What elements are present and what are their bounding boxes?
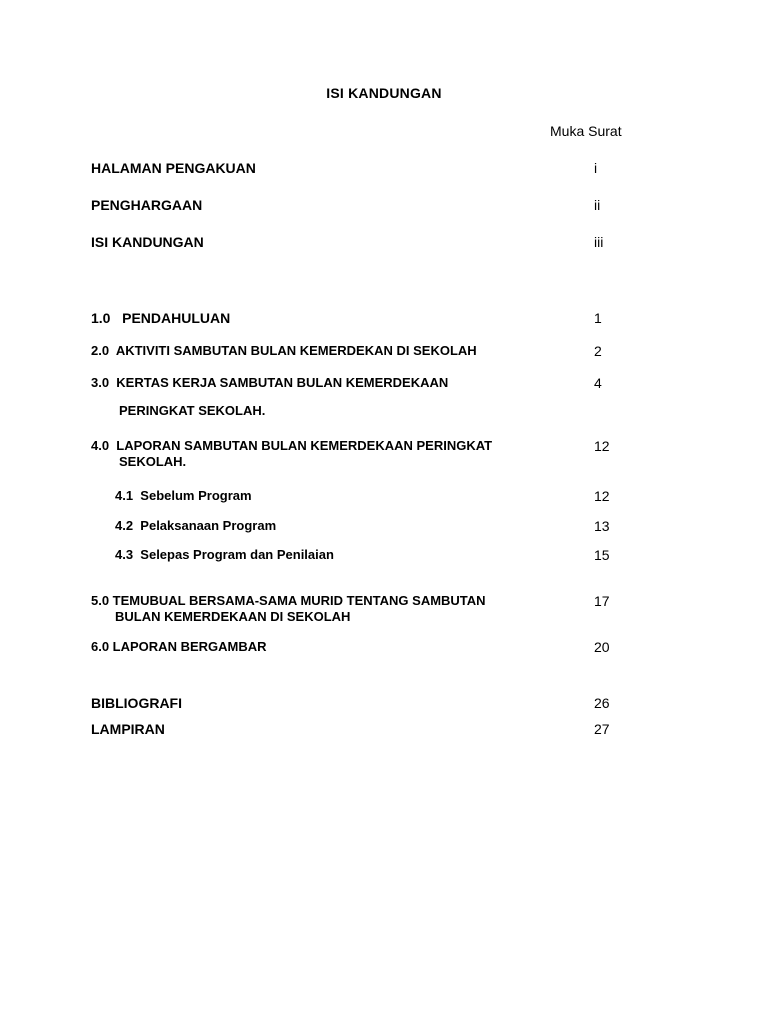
toc-entry-page: i — [594, 160, 598, 176]
toc-entry-label: 4.2 Pelaksanaan Program — [115, 518, 277, 533]
toc-entry-label: 3.0 KERTAS KERJA SAMBUTAN BULAN KEMERDEKAAN — [91, 375, 449, 390]
toc-entry-page: 20 — [594, 639, 610, 655]
toc-entry-page: 12 — [594, 438, 610, 454]
toc-entry-label: PENGHARGAAN — [91, 197, 203, 213]
toc-entry-page: 1 — [594, 310, 602, 326]
toc-entry-label: 5.0 TEMUBUAL BERSAMA-SAMA MURID TENTANG SAMBUTAN — [91, 593, 486, 608]
toc-entry-label: 2.0 AKTIVITI SAMBUTAN BULAN KEMERDEKAN DI SEKOLAH — [91, 343, 477, 358]
toc-entry-page: 15 — [594, 547, 610, 563]
toc-entry-label: 4.1 Sebelum Program — [115, 488, 252, 503]
toc-entry-label: BIBLIOGRAFI — [91, 695, 182, 711]
toc-entry-page: 12 — [594, 488, 610, 504]
page-column-header: Muka Surat — [550, 123, 622, 139]
toc-entry-continuation-label: PERINGKAT SEKOLAH. — [119, 403, 266, 418]
page-title: ISI KANDUNGAN — [326, 85, 442, 101]
toc-entry-label: HALAMAN PENGAKUAN — [91, 160, 256, 176]
toc-entry-label: 4.0 LAPORAN SAMBUTAN BULAN KEMERDEKAAN PERINGKAT — [91, 438, 493, 453]
toc-entry-page: 17 — [594, 593, 610, 609]
toc-entry-label: LAMPIRAN — [91, 721, 165, 737]
toc-entry-page: 2 — [594, 343, 602, 359]
toc-entry-page: ii — [594, 197, 601, 213]
toc-entry-page: 4 — [594, 375, 602, 391]
toc-entry-page: 27 — [594, 721, 610, 737]
toc-entry-label: 4.3 Selepas Program dan Penilaian — [115, 547, 334, 562]
toc-entry-continuation-label: BULAN KEMERDEKAAN DI SEKOLAH — [115, 609, 351, 624]
toc-entry-page: 13 — [594, 518, 610, 534]
toc-entry-label: 6.0 LAPORAN BERGAMBAR — [91, 639, 267, 654]
toc-entry-label: ISI KANDUNGAN — [91, 234, 204, 250]
toc-entry-continuation-label: SEKOLAH. — [119, 454, 187, 469]
toc-entry-page: iii — [594, 234, 604, 250]
toc-entry-label: 1.0 PENDAHULUAN — [91, 310, 231, 326]
toc-entry-page: 26 — [594, 695, 610, 711]
